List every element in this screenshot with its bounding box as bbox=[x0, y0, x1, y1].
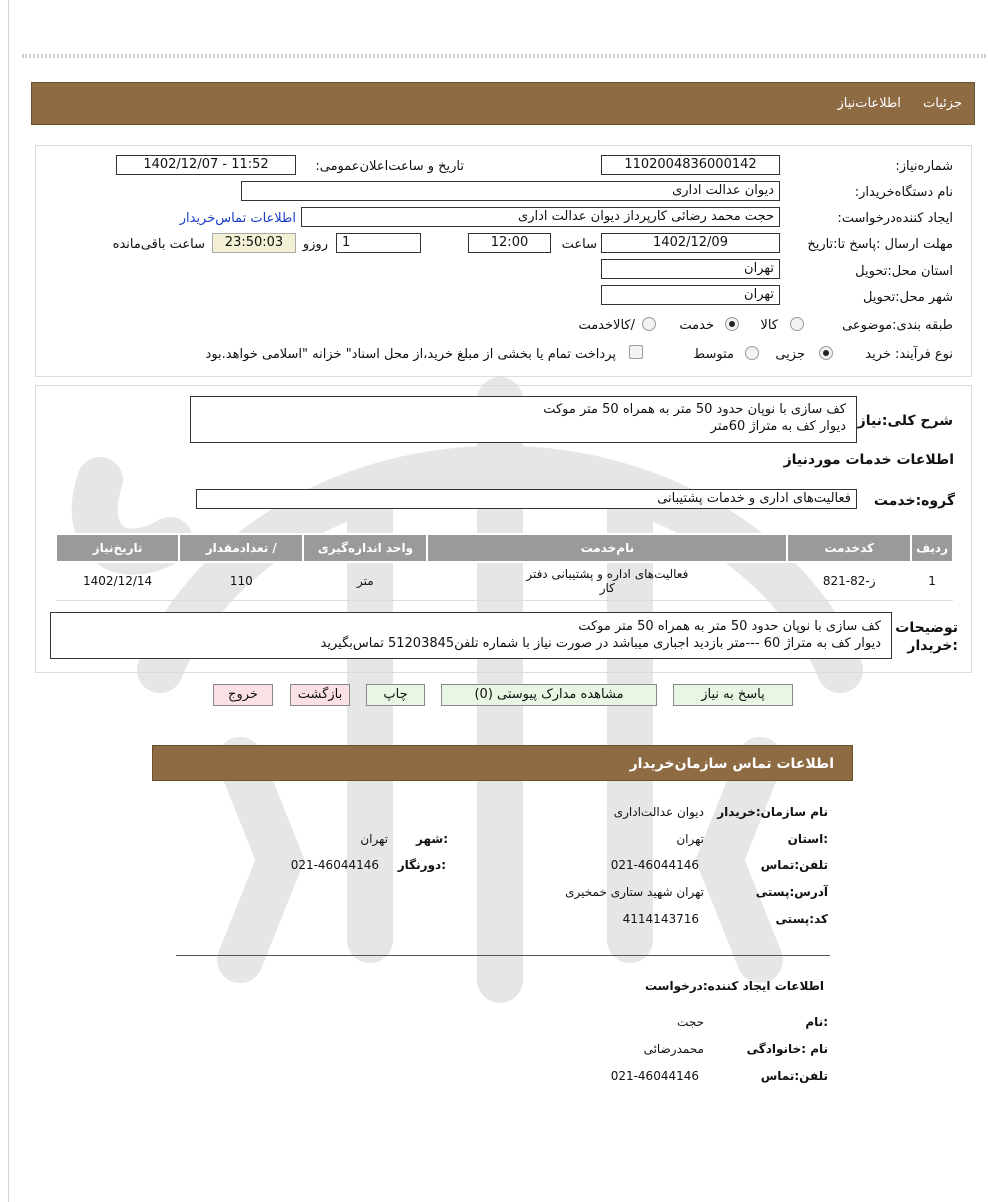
col-qty-header: / تعدادمقدار bbox=[179, 534, 303, 562]
contact-org-label: نام سازمان:خریدار bbox=[717, 805, 828, 819]
creator-name-value: حجت bbox=[677, 1015, 704, 1029]
summary-line-2: دیوار کف به متراژ 60متر bbox=[710, 419, 846, 434]
buyer-notes-textarea bbox=[50, 612, 892, 659]
buyer-contact-title: اطلاعات تماس سازمان‌خریدار bbox=[629, 756, 834, 772]
contact-fax-value: 021-46044146 bbox=[290, 858, 379, 872]
category-goods-radio[interactable] bbox=[790, 317, 804, 331]
col-unit-header: واحد اندازه‌گیری bbox=[303, 534, 427, 562]
category-service-label: خدمت bbox=[679, 318, 714, 333]
remaining-time-field: 23:50:03 bbox=[212, 233, 296, 253]
cell-name bbox=[427, 562, 787, 600]
process-minor-label: جزیی bbox=[775, 347, 805, 362]
buyer-org-field: دیوان عدالت اداری bbox=[241, 181, 780, 201]
col-code-header: کدخدمت bbox=[787, 534, 911, 562]
top-dotted-divider bbox=[22, 54, 986, 58]
creator-family-value: محمدرضائی bbox=[643, 1042, 704, 1056]
buyer-notes-line-1: کف سازی با نوپان حدود 50 متر به همراه 50 متر موکت bbox=[578, 619, 881, 634]
treasury-payment-checkbox[interactable] bbox=[629, 345, 643, 359]
city-label: شهر محل:تحویل bbox=[863, 290, 953, 305]
col-row-header: ردیف bbox=[911, 534, 953, 562]
creator-phone-label: تلفن:تماس bbox=[760, 1069, 828, 1083]
details-header-bar bbox=[31, 82, 975, 125]
tab-need-info[interactable]: اطلاعات‌نیاز bbox=[837, 96, 901, 111]
cell-unit: متر bbox=[303, 562, 427, 600]
category-label: طبقه بندی:موضوعی bbox=[842, 318, 953, 333]
announce-date-field: 1402/12/07 - 11:52 bbox=[116, 155, 296, 175]
remaining-time-label: ساعت باقی‌مانده bbox=[112, 237, 205, 252]
province-field: تهران bbox=[601, 259, 780, 279]
deadline-time-field: 12:00 bbox=[468, 233, 551, 253]
print-button[interactable]: چاپ bbox=[366, 684, 425, 706]
service-group-label: گروه:خدمت bbox=[873, 493, 955, 509]
contact-org-value: دیوان عدالت‌اداری bbox=[613, 805, 704, 819]
contact-fax-label: :دورنگار bbox=[397, 858, 446, 872]
creator-phone-value: 021-46044146 bbox=[610, 1069, 699, 1083]
cell-name-line-1: فعالیت‌های اداره و پشتیبانی دفتر bbox=[526, 567, 689, 582]
contact-postal-value: 4114143716 bbox=[622, 912, 699, 926]
category-goods-label: کالا bbox=[760, 318, 778, 333]
contact-address-value: تهران شهید ستاری خمخیری bbox=[565, 885, 704, 899]
announce-date-label: تاریخ و ساعت‌اعلان‌عمومی: bbox=[315, 159, 464, 174]
cell-row: 1 bbox=[911, 562, 953, 600]
need-number-label: شماره‌نیاز: bbox=[895, 159, 953, 174]
need-info-panel bbox=[35, 145, 972, 377]
treasury-payment-label: پرداخت تمام یا بخشی از مبلغ خرید،از محل اسناد" خزانه "اسلامی خواهد.بود bbox=[205, 347, 616, 362]
creator-name-label: :نام bbox=[805, 1015, 828, 1029]
days-field: 1 bbox=[336, 233, 421, 253]
col-name-header: نام‌خدمت bbox=[427, 534, 787, 562]
page-left-border bbox=[8, 0, 9, 1202]
deadline-date-field: 1402/12/09 bbox=[601, 233, 780, 253]
creator-family-label: نام :خانوادگی bbox=[746, 1042, 828, 1056]
request-creator-label: ایجاد کننده‌درخواست: bbox=[837, 211, 953, 226]
col-date-header: تاریخ‌نیاز bbox=[56, 534, 179, 562]
process-minor-radio[interactable] bbox=[819, 346, 833, 360]
cell-date: 1402/12/14 bbox=[56, 562, 179, 600]
category-goods-service-label: /کالاخدمت bbox=[578, 318, 635, 333]
city-field: تهران bbox=[601, 285, 780, 305]
contact-city-label: :شهر bbox=[416, 832, 448, 846]
summary-line-1: کف سازی با نوپان حدود 50 متر به همراه 50 متر موکت bbox=[543, 402, 846, 417]
deadline-time-label: ساعت bbox=[561, 237, 597, 252]
service-group-field: فعالیت‌های اداری و خدمات پشتیبانی bbox=[196, 489, 857, 509]
contact-province-label: :استان bbox=[787, 832, 828, 846]
process-medium-label: متوسط bbox=[693, 347, 734, 362]
buyer-contact-link[interactable]: اطلاعات تماس‌خریدار bbox=[179, 211, 296, 226]
buyer-notes-line-2: دیوار کف به متراژ 60 ---متر بازدید اجباری میباشد در صورت نیاز با شماره تلفن51203845 تماس‌بگیرید bbox=[320, 636, 881, 651]
back-button[interactable]: بازگشت bbox=[290, 684, 350, 706]
table-row bbox=[56, 562, 953, 600]
contact-phone-label: تلفن:تماس bbox=[760, 858, 828, 872]
cell-qty: 110 bbox=[179, 562, 303, 600]
cell-code: ز-82-821 bbox=[787, 562, 911, 600]
contact-province-value: تهران bbox=[676, 832, 704, 846]
table-header-row bbox=[56, 534, 953, 562]
view-attachments-button[interactable]: مشاهده مدارک پیوستی (0) bbox=[441, 684, 657, 706]
category-goods-service-radio[interactable] bbox=[642, 317, 656, 331]
need-number-field: 1102004836000142 bbox=[601, 155, 780, 175]
services-heading: اطلاعات خدمات موردنیاز bbox=[783, 452, 954, 468]
contact-city-value: تهران bbox=[360, 832, 388, 846]
buyer-notes-label: توضیحات :خریدار bbox=[895, 620, 958, 654]
contact-address-label: آدرس:پستی bbox=[755, 885, 828, 899]
deadline-label: مهلت ارسال :پاسخ تا:تاریخ bbox=[807, 237, 953, 252]
province-label: استان محل:تحویل bbox=[855, 264, 953, 279]
creator-info-heading: اطلاعات ایجاد کننده:درخواست bbox=[644, 979, 824, 993]
process-type-label: نوع فرآیند: خرید bbox=[865, 347, 953, 362]
tab-details[interactable]: جزئیات bbox=[923, 96, 962, 111]
request-creator-field: حجت محمد رضائی کارپرداز دیوان عدالت اداری bbox=[301, 207, 780, 227]
contact-divider bbox=[176, 955, 830, 956]
cell-name-line-2: کار bbox=[599, 581, 615, 596]
days-label: روزو bbox=[302, 237, 328, 252]
process-medium-radio[interactable] bbox=[745, 346, 759, 360]
contact-postal-label: کد:پستی bbox=[775, 912, 828, 926]
summary-textarea bbox=[190, 396, 857, 443]
buyer-org-label: نام دستگاه‌خریدار: bbox=[854, 185, 953, 200]
services-table bbox=[55, 533, 954, 601]
category-service-radio[interactable] bbox=[725, 317, 739, 331]
summary-label: شرح کلی:نیاز bbox=[857, 413, 953, 429]
exit-button[interactable]: خروج bbox=[213, 684, 273, 706]
buyer-contact-header-bar bbox=[152, 745, 853, 781]
contact-phone-value: 021-46044146 bbox=[610, 858, 699, 872]
respond-button[interactable]: پاسخ به نیاز bbox=[673, 684, 793, 706]
